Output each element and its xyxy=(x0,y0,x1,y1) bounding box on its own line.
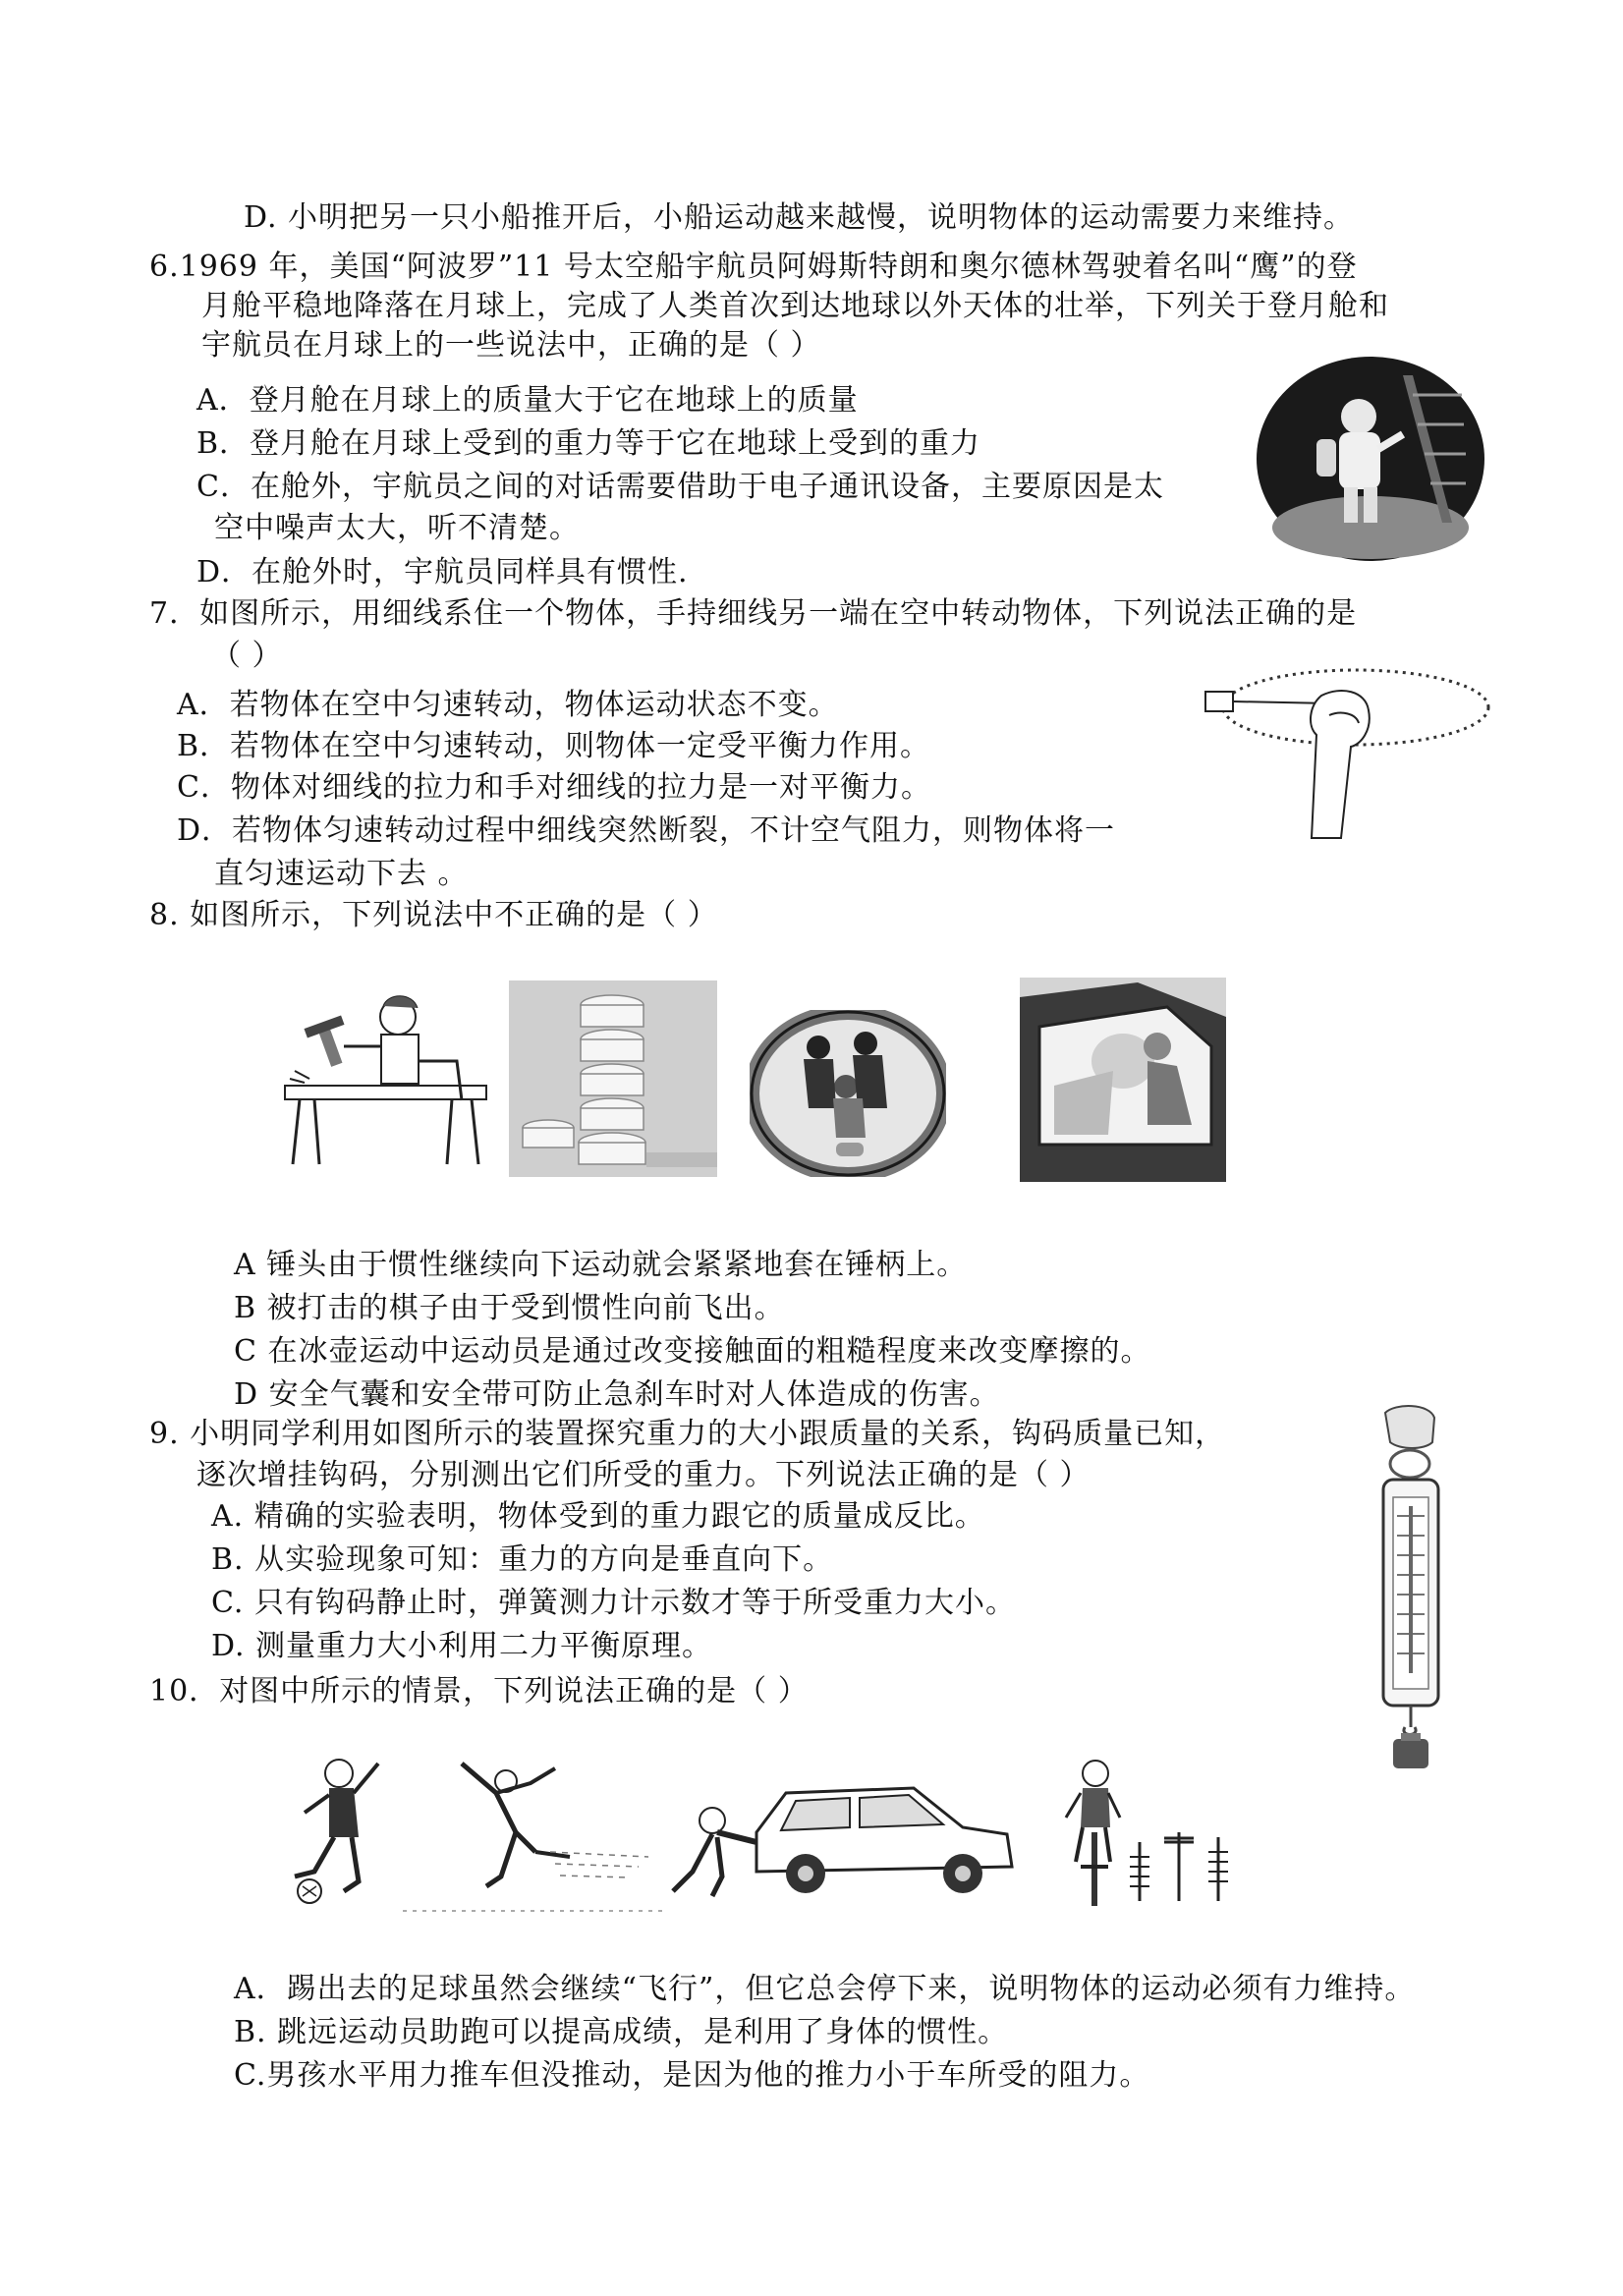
curling-athletes-image xyxy=(750,1010,946,1177)
long-jumper-figure xyxy=(403,1764,668,1911)
q8-option-b: B 被打击的棋子由于受到惯性向前飞出。 xyxy=(234,1291,785,1325)
pogo-stick-boy-figure xyxy=(1066,1761,1228,1906)
q10-option-b: B. 跳远运动员助跑可以提高成绩，是利用了身体的惯性。 xyxy=(234,2015,1009,2049)
q6-stem-line-2: 月舱平稳地降落在月球上，完成了人类首次到达地球以外天体的壮举，下列关于登月舱和 xyxy=(201,289,1389,323)
q6-option-c-line-2: 空中噪声太大，听不清楚。 xyxy=(214,511,580,545)
q7-option-b: B．若物体在空中匀速转动，则物体一定受平衡力作用。 xyxy=(177,729,931,763)
q10-scenes-strip xyxy=(275,1744,1267,1921)
hammer-bench-image xyxy=(275,992,496,1169)
spring-scale-with-weight-image xyxy=(1356,1403,1464,1776)
q10-stem: 10．对图中所示的情景，下列说法正确的是（ ） xyxy=(149,1674,809,1708)
q7-option-a: A．若物体在空中匀速转动，物体运动状态不变。 xyxy=(177,688,839,722)
q10-option-a: A．踢出去的足球虽然会继续“飞行”，但它总会停下来，说明物体的运动必须有力维持。 xyxy=(234,1972,1416,2006)
q7-stem-line-1: 7．如图所示，用细线系住一个物体，手持细线另一端在空中转动物体，下列说法正确的是 xyxy=(149,596,1358,631)
q5-option-d: D. 小明把另一只小船推开后，小船运动越来越慢，说明物体的运动需要力来维持。 xyxy=(244,200,1355,235)
soccer-player-figure xyxy=(295,1760,378,1903)
q9-option-c: C. 只有钩码静止时，弹簧测力计示数才等于所受重力大小。 xyxy=(211,1586,1016,1620)
astronaut-lunar-module-image xyxy=(1256,356,1486,562)
q8-option-d: D 安全气囊和安全带可防止急刹车时对人体造成的伤害。 xyxy=(234,1377,1000,1412)
q9-stem-line-2: 逐次增挂钩码，分别测出它们所受的重力。下列说法正确的是（ ） xyxy=(196,1458,1091,1492)
q9-option-b: B. 从实验现象可知：重力的方向是垂直向下。 xyxy=(211,1542,834,1577)
stacked-chess-pieces-image xyxy=(509,980,717,1177)
q6-stem-line-3: 宇航员在月球上的一些说法中，正确的是（ ） xyxy=(201,328,821,363)
q6-option-c-line-1: C．在舱外，宇航员之间的对话需要借助于电子通讯设备，主要原因是太 xyxy=(196,470,1164,504)
q7-option-c: C．物体对细线的拉力和手对细线的拉力是一对平衡力。 xyxy=(177,770,931,805)
q7-option-d-line-2: 直匀速运动下去 。 xyxy=(214,857,469,891)
boy-pushing-car-figure xyxy=(673,1788,1012,1896)
rotating-object-on-string-image xyxy=(1194,656,1493,845)
q7-stem-line-2: （ ） xyxy=(211,639,283,673)
q9-option-a: A. 精确的实验表明，物体受到的重力跟它的质量成反比。 xyxy=(211,1499,985,1534)
car-airbag-image xyxy=(1020,978,1226,1182)
q9-stem-line-1: 9. 小明同学利用如图所示的装置探究重力的大小跟质量的关系，钩码质量已知， xyxy=(149,1417,1226,1451)
q6-option-d: D．在舱外时，宇航员同样具有惯性. xyxy=(196,555,689,589)
q8-stem: 8. 如图所示，下列说法中不正确的是（ ） xyxy=(149,898,718,932)
q10-option-c: C.男孩水平用力推车但没推动，是因为他的推力小于车所受的阻力。 xyxy=(234,2058,1150,2093)
q6-option-a: A．登月舱在月球上的质量大于它在地球上的质量 xyxy=(196,383,859,418)
q7-option-d-line-1: D．若物体匀速转动过程中细线突然断裂，不计空气阻力，则物体将一 xyxy=(177,813,1116,848)
q8-option-c: C 在冰壶运动中运动员是通过改变接触面的粗糙程度来改变摩擦的。 xyxy=(234,1334,1151,1369)
q8-option-a: A 锤头由于惯性继续向下运动就会紧紧地套在锤柄上。 xyxy=(234,1248,968,1282)
q6-stem-line-1: 6.1969 年，美国“阿波罗”11 号太空船宇航员阿姆斯特朗和奥尔德林驾驶着名叫“鹰”的登 xyxy=(149,250,1358,284)
q6-option-b: B．登月舱在月球上受到的重力等于它在地球上受到的重力 xyxy=(196,426,981,461)
q9-option-d: D. 测量重力大小利用二力平衡原理。 xyxy=(211,1629,713,1663)
